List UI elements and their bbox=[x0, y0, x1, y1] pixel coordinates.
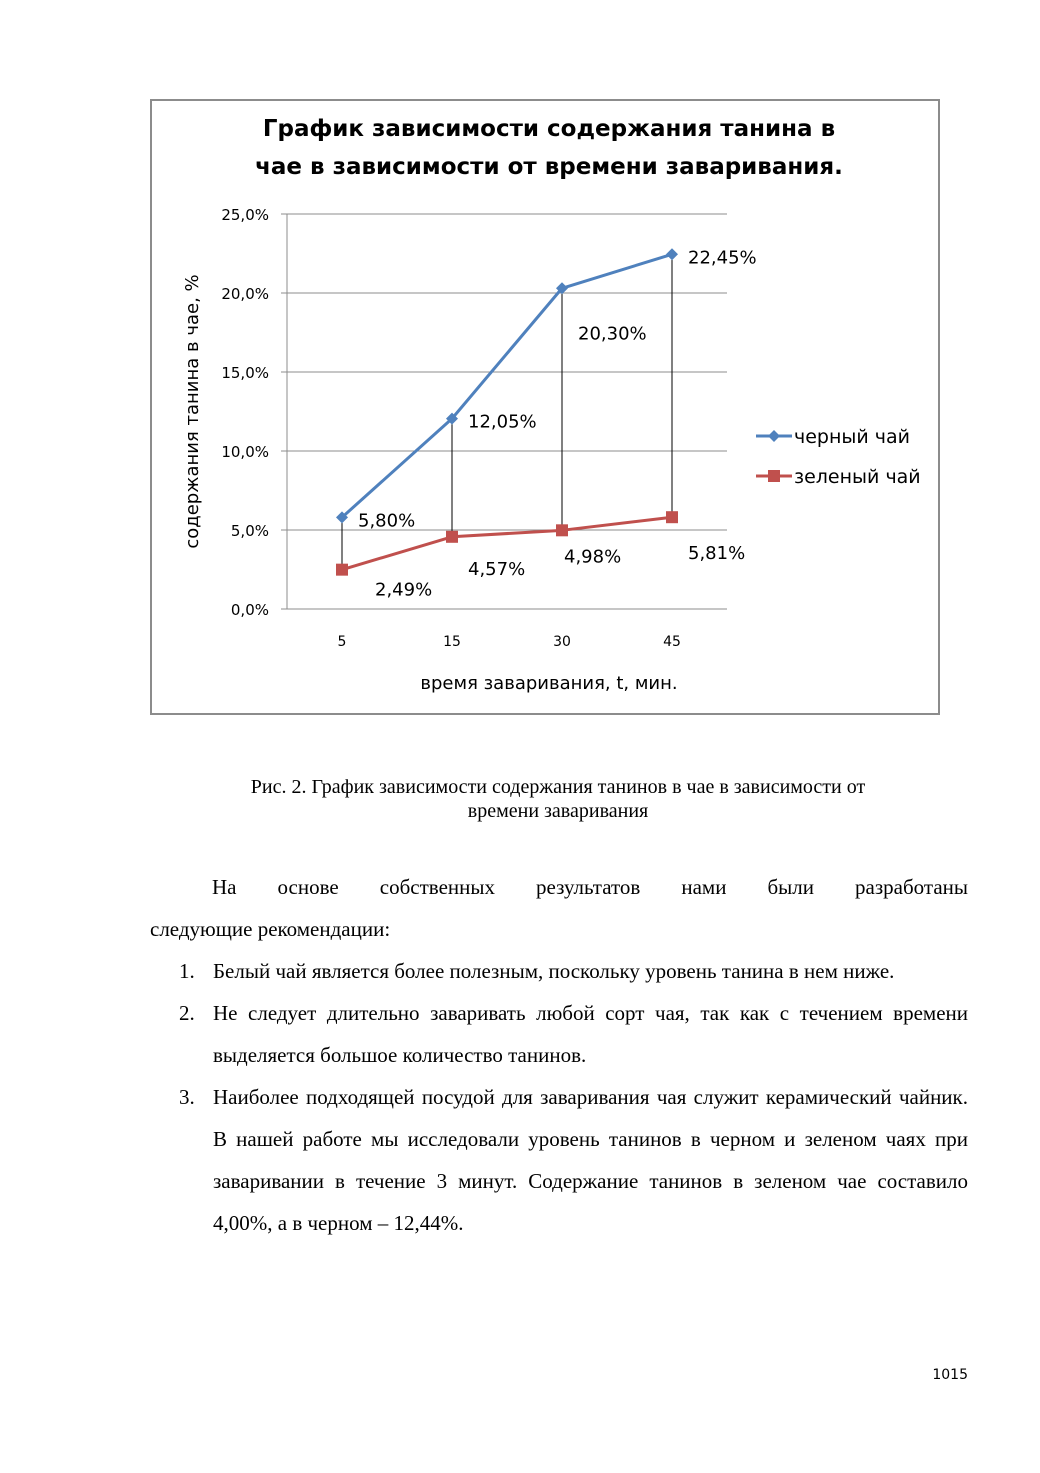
y-tick-label: 20,0% bbox=[221, 285, 269, 303]
list-item bbox=[150, 950, 968, 992]
data-label: 4,98% bbox=[564, 546, 622, 568]
legend-marker bbox=[768, 430, 780, 442]
recommendation-list bbox=[150, 950, 968, 1244]
data-label: 12,05% bbox=[468, 411, 537, 433]
data-point bbox=[666, 248, 678, 260]
data-label: 22,45% bbox=[688, 247, 757, 269]
y-tick-label: 25,0% bbox=[221, 206, 269, 224]
data-label: 4,57% bbox=[468, 558, 526, 580]
caption-line-2: времени заваривания bbox=[467, 800, 649, 822]
y-tick-label: 10,0% bbox=[221, 443, 269, 461]
list-text: Белый чай является более полезным, поскольку уровень танина в нем ниже. bbox=[213, 959, 895, 983]
data-label: 5,80% bbox=[358, 510, 416, 532]
y-axis-label: содержания танина в чае, % bbox=[182, 274, 203, 549]
figure-caption bbox=[150, 775, 966, 823]
x-tick-label: 15 bbox=[443, 634, 461, 650]
legend-label: черный чай bbox=[794, 426, 911, 448]
y-tick-label: 5,0% bbox=[230, 522, 269, 540]
series-line-1 bbox=[342, 254, 672, 517]
page-number: 1015 bbox=[932, 1367, 968, 1383]
x-axis-label: время заваривания, t, мин. bbox=[420, 673, 678, 694]
list-item bbox=[150, 1076, 968, 1244]
intro-line-1: На основе собственных результатов нами были разработаны bbox=[212, 875, 968, 899]
x-tick-label: 30 bbox=[553, 634, 571, 650]
caption-line-1: Рис. 2. График зависимости содержания танинов в чае в зависимости от bbox=[250, 776, 866, 798]
data-point bbox=[556, 524, 568, 536]
x-tick-label: 5 bbox=[337, 634, 347, 650]
chart-frame bbox=[150, 99, 940, 715]
chart-title-line: чае в зависимости от времени заваривания. bbox=[255, 154, 843, 180]
intro-line-2: следующие рекомендации: bbox=[150, 917, 391, 941]
data-point bbox=[666, 511, 678, 523]
list-text: Не следует длительно заваривать любой сорт чая, так как с течением времени выделяется большое количество танинов. bbox=[213, 1001, 968, 1067]
data-point bbox=[336, 564, 348, 576]
y-tick-label: 0,0% bbox=[230, 601, 269, 619]
legend-marker bbox=[768, 470, 780, 482]
chart bbox=[152, 101, 938, 713]
legend-label: зеленый чай bbox=[794, 466, 921, 488]
chart-title-line: График зависимости содержания танина в bbox=[262, 116, 836, 142]
list-number: 3. bbox=[179, 1085, 195, 1109]
x-tick-label: 45 bbox=[663, 634, 681, 650]
list-item bbox=[150, 992, 968, 1076]
data-label: 2,49% bbox=[375, 579, 433, 601]
data-point bbox=[446, 531, 458, 543]
list-number: 1. bbox=[179, 959, 195, 983]
data-label: 20,30% bbox=[578, 323, 647, 345]
list-text: Наиболее подходящей посудой для заваривания чая служит керамический чайник. В нашей работе мы исследовали уровень танинов в черном и зеленом чаях при заваривании в течение 3 минут. Содержание танинов в зеленом чае составило 4,00%, а в черном – 12,44%. bbox=[213, 1085, 968, 1235]
list-number: 2. bbox=[179, 1001, 195, 1025]
data-label: 5,81% bbox=[688, 543, 746, 565]
y-tick-label: 15,0% bbox=[221, 364, 269, 382]
